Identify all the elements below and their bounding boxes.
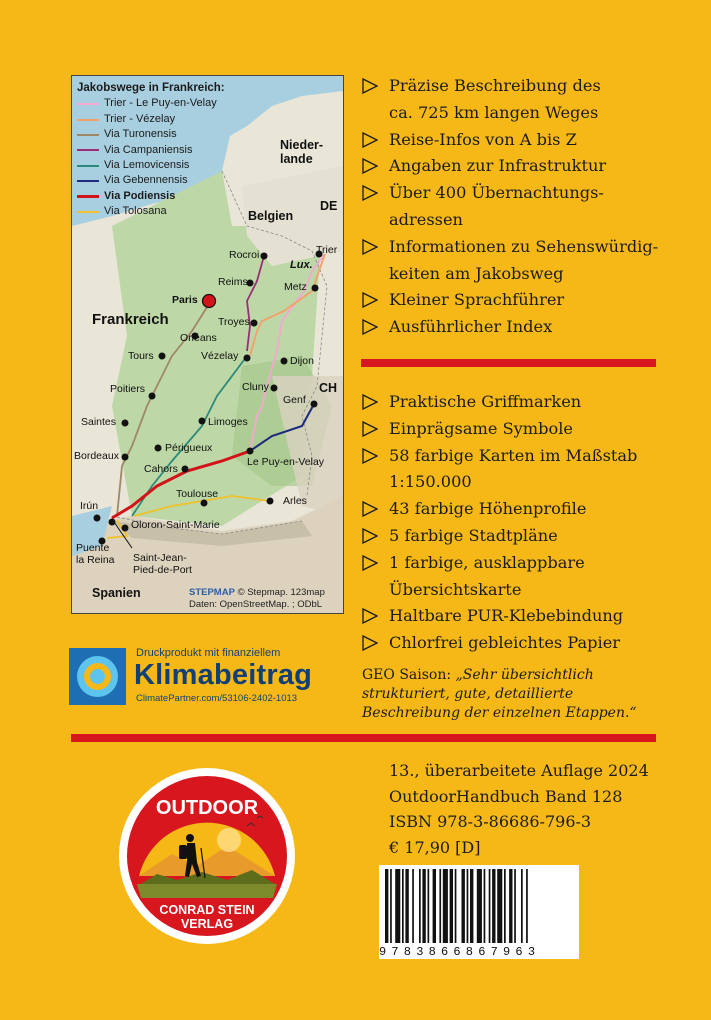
label-troyes: Troyes [218,316,250,328]
barcode-bar [402,869,404,943]
list-item: Übersichtskarte [389,579,522,599]
barcode-bar [497,869,502,943]
barcode-bar [428,869,430,943]
barcode-bar [521,869,523,943]
label-vezelay: Vézelay [201,350,239,362]
barcode-digits: 9783866867963 [379,945,579,959]
label-frankreich: Frankreich [92,311,169,328]
legend-title: Jakobswege in Frankreich: [77,82,225,94]
legend-item: Via Gebennensis [77,173,225,188]
quote-source: GEO Saison: [362,667,452,683]
barcode [379,865,579,945]
label-arles: Arles [283,495,307,507]
barcode-bar [509,869,512,943]
triangle-bullet-icon [362,158,378,174]
triangle-bullet-icon [362,185,378,201]
label-lepuy: Le Puy-en-Velay [247,456,325,468]
list-item: Ausführlicher Index [362,314,658,341]
label-toulouse: Toulouse [176,488,219,500]
label-irun: Irún [80,500,99,512]
list-item: Einprägsame Symbole [362,416,637,443]
barcode-bar [484,869,486,943]
triangle-bullet-icon [362,635,378,651]
red-divider [71,734,656,742]
triangle-bullet-icon [362,239,378,255]
edition-text: 13., überarbeitete Auflage 2024 [389,761,649,780]
barcode-bar [477,869,482,943]
map-credit: STEPMAP © Stepmap. 123map [189,587,325,598]
climate-partner-icon [69,648,126,705]
label-saintes: Saintes [81,416,117,428]
triangle-bullet-icon [362,501,378,517]
list-item: 1:150.000 [389,472,472,492]
legend-item: Via Lemovicensis [77,158,225,173]
series-text: OutdoorHandbuch Band 128 [389,786,623,806]
barcode-bar [492,869,495,943]
outdoor-badge [117,766,297,946]
list-item: Angaben zur Infrastruktur [362,153,658,180]
triangle-bullet-icon [362,78,378,94]
publication-info [389,758,649,860]
barcode-bar [433,869,436,943]
list-item: Präzise Beschreibung des [362,73,658,100]
label-orleans: Orléans [180,332,217,344]
badge-top-text: OUTDOOR [155,797,259,819]
map-legend [77,81,225,220]
triangle-bullet-icon [362,132,378,148]
barcode-bar [405,869,408,943]
label-tours: Tours [128,350,154,362]
feature-list-1 [362,73,658,341]
label-cluny: Cluny [242,381,269,393]
klimabeitrag-logo [69,645,349,707]
label-poitiers: Poitiers [110,383,146,395]
barcode-bar [443,869,448,943]
badge-line1: CONRAD STEIN [159,903,255,917]
label-cahors: Cahors [144,463,178,475]
list-item: 43 farbige Höhenprofile [362,496,637,523]
list-item: adressen [389,209,463,229]
barcode-bar [419,869,421,943]
triangle-bullet-icon [362,394,378,410]
label-niederlande: Nieder- lande [280,138,324,166]
triangle-bullet-icon [362,528,378,544]
quote-text: „Sehr übersichtlich strukturiert, gute, detaillierte Beschreibung der einzelnen Etappen.“ [362,667,637,721]
barcode-bar [450,869,453,943]
klima-line1: Druckprodukt mit finanziellem [136,647,281,659]
triangle-bullet-icon [362,292,378,308]
barcode-bar [395,869,400,943]
barcode-bar [489,869,491,943]
klima-url: ClimatePartner.com/53106-2402-1013 [136,693,298,704]
route-map [71,75,344,614]
triangle-bullet-icon [362,421,378,437]
barcode-bar [422,869,425,943]
list-item: keiten am Jakobsweg [389,263,564,283]
barcode-bar [462,869,465,943]
label-reims: Reims [218,276,248,288]
barcode-bar [504,869,506,943]
barcode-bar [470,869,473,943]
klima-brand: Klimabeitrag [134,659,313,691]
barcode-bar [439,869,441,943]
map-data-credit: Daten: OpenStreetMap. ; ODbL [189,599,323,610]
label-bordeaux: Bordeaux [74,450,119,462]
label-de: DE [320,199,338,213]
triangle-bullet-icon [362,448,378,464]
label-genf: Genf [283,394,306,406]
legend-item: Trier - Le Puy-en-Velay [77,96,225,111]
isbn-text: ISBN 978-3-86686-796-3 [389,812,592,832]
list-item: ca. 725 km langen Weges [389,102,599,122]
legend-item: Via Campaniensis [77,143,225,158]
legend-item: Via Podiensis [77,189,225,204]
label-ch: CH [319,381,338,395]
barcode-bar [390,869,392,943]
list-item: Kleiner Sprachführer [362,287,658,314]
press-quote [362,666,662,723]
barcode-bar [526,869,528,943]
list-item: 5 farbige Stadtpläne [362,523,637,550]
feature-list-2 [362,389,637,657]
triangle-bullet-icon [362,608,378,624]
barcode-bar [412,869,414,943]
barcode-bar [514,869,516,943]
legend-item: Via Tolosana [77,204,225,219]
list-item: 1 farbige, ausklappbare [362,550,637,577]
label-belgien: Belgien [248,209,294,223]
legend-item: Trier - Vézelay [77,112,225,127]
barcode-bar [385,869,388,943]
label-saint-jean-pied-de-port: Saint-Jean- Pied-de-Port [133,552,192,576]
label-trier: Trier [316,244,338,256]
list-item: Über 400 Übernachtungs- [362,180,658,207]
price-text: € 17,90 [D] [389,837,481,857]
barcode-bar [467,869,469,943]
label-metz: Metz [284,281,307,293]
label-limoges: Limoges [208,416,248,428]
legend-item: Via Turonensis [77,127,225,142]
red-divider [361,359,656,367]
list-item: Reise-Infos von A bis Z [362,127,658,154]
triangle-bullet-icon [362,319,378,335]
label-lux: Lux. [290,259,313,271]
list-item: Haltbare PUR-Klebebindung [362,603,637,630]
label-perigueux: Périgueux [165,442,213,454]
label-oloron: Oloron-Saint-Marie [131,519,220,531]
list-item: Praktische Griffmarken [362,389,637,416]
label-paris: Paris [172,294,198,306]
list-item: Informationen zu Sehenswürdig- [362,234,658,261]
label-dijon: Dijon [290,355,314,367]
badge-line2: VERLAG [180,917,234,931]
list-item: 58 farbige Karten im Maßstab [362,443,637,470]
label-puente-la-reina: Puente la Reina [76,542,115,566]
label-rocroi: Rocroi [229,249,260,261]
label-spanien: Spanien [92,586,141,600]
list-item: Chlorfrei gebleichtes Papier [362,630,637,657]
barcode-bar [455,869,457,943]
triangle-bullet-icon [362,555,378,571]
